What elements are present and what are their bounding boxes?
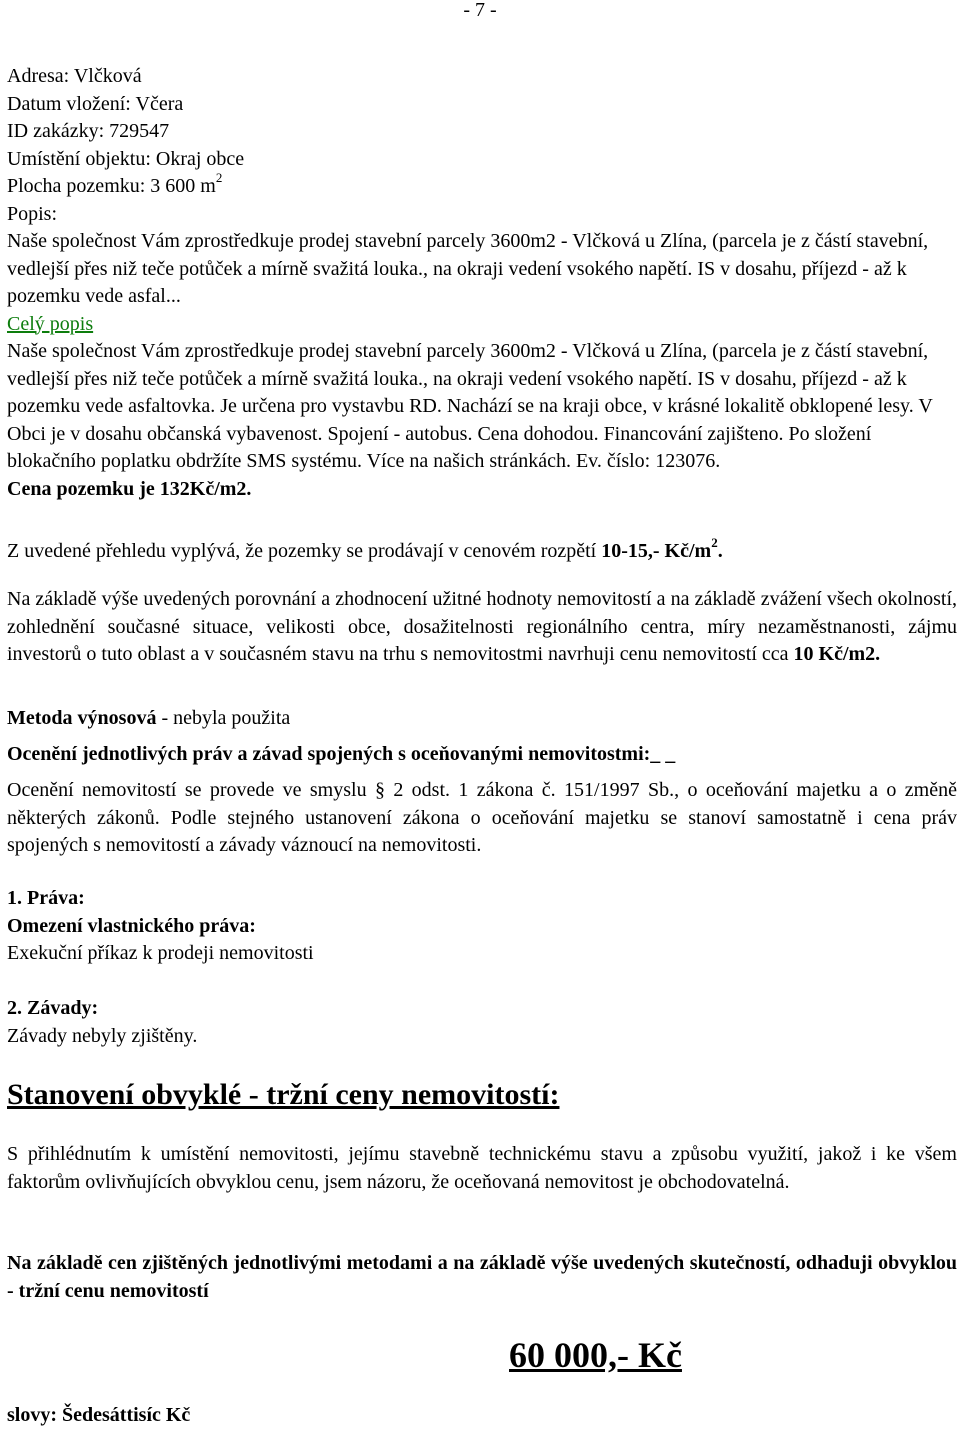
income-method-text: - nebyla použita [156,707,291,729]
summary-line [7,535,957,566]
conclusion-paragraph [7,586,957,669]
defects-section [7,995,957,1050]
rights-valuation-heading: Ocenění jednotlivých práv a závad spojených s oceňovanými nemovitostmi:_ _ [7,743,676,765]
address-line: Adresa: Vlčková [7,65,142,87]
date-line: Datum vložení: Včera [7,92,184,115]
short-description: Naše společnost Vám zprostředkuje prodej stavební parcely 3600m2 - Vlčková u Zlína, (parcela je z částí stavební, vedlejší přes niž teče potůček a mírně svažitá louka., na okraji vedení vsokého napětí. IS v dosahu, příjezd - až k pozemku vede asfal... [7,230,929,307]
defects-heading: 2. Závady: [7,997,99,1019]
order-id-line: ID zakázky: 729547 [7,120,170,142]
conclusion-text: Na základě výše uvedených porovnání a zhodnocení užitné hodnoty nemovitostí a na základě zvážení všech okolností, zohlednění současné situace, velikosti obce, dosažitelnosti regionálního centra, míry nezaměstnanosti, zájmu investorů o tuto oblast a v současném stavu na trhu s nemovitostmi navrhuji cenu nemovitostí cca [7,588,957,665]
rights-heading: 1. Práva: [7,887,85,909]
placement-line: Umístění objektu: Okraj obce [7,147,245,170]
area-line [7,170,957,201]
rights-valuation-text: Ocenění nemovitostí se provede ve smyslu § 2 odst. 1 zákona č. 151/1997 Sb., o oceňování majetku a o změně některých zákonů. Podle stejného ustanovení zákona o oceňování majetku se stanoví samostatně i cena práv spojených s nemovitostí a závady váznoucí na nemovitosti. [7,779,957,856]
price-range: 10-15,- Kč/m [601,540,712,562]
market-price-heading: Stanovení obvyklé - tržní ceny nemovitostí: [7,1078,560,1111]
rights-section [7,885,957,968]
summary-text: Z uvedené přehledu vyplývá, že pozemky se prodávají v cenovém rozpětí [7,540,602,562]
listing-details [7,63,957,503]
area-text: Plocha pozemku: 3 600 m [7,175,216,197]
full-description: Naše společnost Vám zprostředkuje prodej stavební parcely 3600m2 - Vlčková u Zlína, (parcela je z částí stavební, vedlejší přes niž teče potůček a mírně svažitá louka., na okraji vedení vsokého napětí. IS v dosahu, příjezd - až k pozemku vede asfaltovka. Je určena pro vystavbu RD. Nachází se na kraji obce, v krásné lokalitě obklopené lesy. V Obci je v dosahu občanská vybavenost. Spojení - autobus. Cena dohodou. Financování zajišteno. Po složení blokačního poplatku obdržíte SMS systému. Více na našich stránkách. Ev. číslo: 123076. [7,340,933,472]
price-range-end: . [717,540,723,562]
income-method-label: Metoda výnosová [7,707,157,729]
ownership-restriction-heading: Omezení vlastnického práva: [7,914,256,937]
rights-text: Exekuční příkaz k prodeji nemovitosti [7,942,314,964]
price-in-words: slovy: Šedesáttisíc Kč [7,1404,191,1426]
page-number: - 7 - [463,0,497,21]
area-superscript: 2 [215,170,223,186]
price-per-m2-line: Cena pozemku je 132Kč/m2. [7,477,252,500]
final-statement: Na základě cen zjištěných jednotlivými metodami a na základě výše uvedených skutečností, odhaduji obvyklou - tržní cenu nemovitostí [7,1252,957,1302]
final-price: 60 000,- Kč [509,1335,682,1375]
full-description-link[interactable]: Celý popis [7,312,94,335]
income-method-line [7,705,957,733]
conclusion-value: 10 Kč/m2. [793,643,881,665]
price-range-superscript: 2 [711,535,718,551]
market-price-text: S přihlédnutím k umístění nemovitosti, jejímu stavebně technickému stavu a způsobu využití, jakož i ke všem faktorům ovlivňujících obvyklou cenu, jsem názoru, že oceňovaná nemovitost je obchodovatelná. [7,1143,957,1193]
defects-text: Závady nebyly zjištěny. [7,1024,198,1047]
description-label: Popis: [7,202,58,225]
